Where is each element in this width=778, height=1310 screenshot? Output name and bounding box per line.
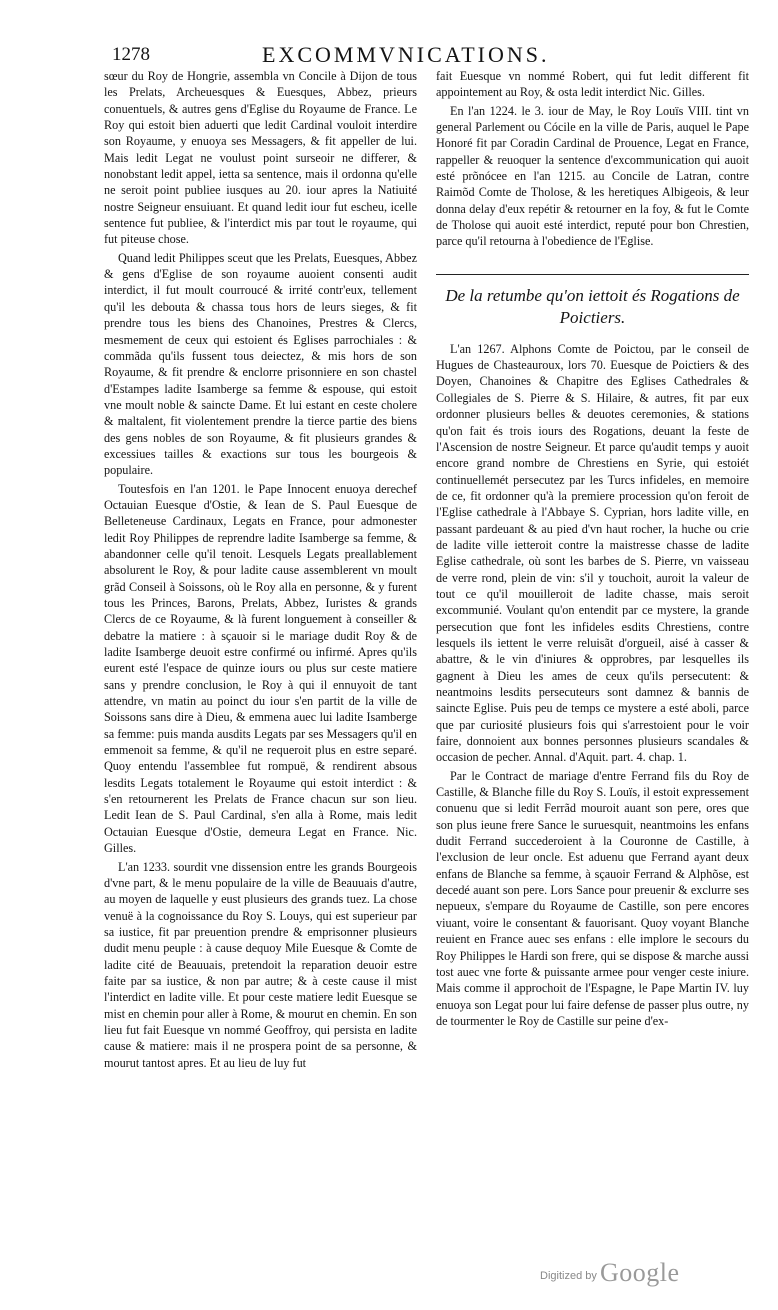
section-heading: De la retumbe qu'on iettoit és Rogations de Poictiers.	[445, 285, 740, 327]
paragraph: Toutesfois en l'an 1201. le Pape Innocent enuoya derechef Octauian Euesque d'Ostie, & Iean de S. Paul Euesque de Belleteneuse Cardinaux, Legats en France, pour admonester ledit Roy Philippes de reprendre ladite Isamberge sa femme, & abandonner celle qu'il tenoit. Lesquels Legats preallablement absolurent le Roy, & pour ladite cause assemblerent vn moult grãd Conseil à Soissons, où le Roy alla en personne, & y furent tous les Princes, Barons, Prelats, Abbez, Iuristes & grands Clercs de ce Royaume, & là furent longuement à conseiller & debatre la matiere : à sçauoir si le mariage dudit Roy & de ladite Isamberge deuoit estre confirmé ou infirmé. Apres qu'ils eurent esté l'espace de quinze iours ou plus sur ceste matiere sans y prendre conclusion, le Roy à qui il ennuyoit de tant attendre, vn matin au poinct du iour s'en partit de la ville de Soissons sans dire à Dieu, & emmena auec lui ladite Isamberge sa femme: puis manda ausdits Legats par ses Messagers qu'il en emmenoit sa femme, & qu'il ne requeroit plus en estre separé. Quoy entendu l'assemblee fut rompuë, & rendirent absous lesdits Legats totalement le Royaume qui estoit interdict : & s'en retournerent les Prelats de France chacun sur son lieu. Ledit Iean de S. Paul Cardinal, s'en alla à Rome, mais ledit Octauian Euesque d'Ostie, demeura Legat en France. Nic. Gilles.	[104, 481, 417, 856]
paragraph: L'an 1233. sourdit vne dissension entre les grands Bourgeois d'vne part, & le menu populaire de la ville de Beauuais d'autre, au moyen de laquelle y eust plusieurs des grands tuez. La chose venuë à la cognoissance du Roy S. Louys, qui est superieur par sa iustice, fit par preuention prendre & emprisonner plusieurs dudit menu peuple : à cause dequoy Mile Euesque & Comte de ladite cité de Beauuais, pretendoit la reparation deuoir estre faite par sa iustice, & non par autre; & à ceste cause il mist l'interdict en ladite ville. Et pour ceste matiere ledit Euesque se mist en chemin pour aller à Rome, & mourut en chemin. En son lieu fut fait Euesque vn nommé Geoffroy, qui persista en ladite cause & matiere: mais il ne prospera point de sa personne, & mourut tantost apres. Et au lieu de luy fut	[104, 859, 417, 1070]
paragraph: L'an 1267. Alphons Comte de Poictou, par le conseil de Hugues de Chasteauroux, lors 70. Euesque de Poictiers & des Doyen, Chanoines & Chapitre des Eglises Cathedrales & Collegiales de S. Pierre & S. Hilaire, & autres, fit par eux ordonner plusieurs belles & deuotes ceremonies, & stations qu'on fait és trois iours des Rogations, deuant la feste de l'Ascension de nostre Seigneur. Et parce qu'audit temps y auoit encore grand nombre de Chrestiens en Syrie, qui estoiét continuellemét persecutez par les Turcs infideles, en memoire de ce, fit ordonner qu'à la premiere procession qu'on feroit de l'Eglise cathedrale à l'Abbaye S. Cyprian, hors ladite ville, en passant pardeuant & au pied d'vn haut rocher, la huche ou crie de ladite ville ietteroit contre la maistresse chasse de ladite Eglise cathedrale, où sont les barbes de S. Pierre, vn vaisseau de verre rond, plein de vin: s'il y touchoit, auroit la valeur de tout ce qu'il mouilleroit de ladite chasse, mais seroit excommunié. Voulant qu'on entendit par ce mystere, la grande persecution que font les infideles esdits Chrestiens, contre lesquels ils iettent le verre reluisãt d'orgueil, aisé à casser & abattre, & le vin d'iniures & opprobres, par lesquelles ils gagnent à Dieu les ames de ceux qu'ils persecutent: & neantmoins lesdits persecuteurs sont damnez & bannis de saincte Eglise. Puis peu de temps ce mystere a esté aboli, parce que par curiosité plusieurs fois qui s'arrestoient pour le voir faire, donnoient aux bonnes personnes plusieurs scandales & occasion de pecher. Annal. d'Aquit. part. 4. chap. 1.	[436, 341, 749, 765]
section-divider	[436, 274, 749, 275]
paragraph: En l'an 1224. le 3. iour de May, le Roy Louïs VIII. tint vn general Parlement ou Cócile en la ville de Paris, auquel le Pape Honoré fit par Coradin Cardinal de Prouence, Legat en France, rappeller & reuoquer la sentence d'excommunication qui auoit esté prõnócee en l'an 1215. au Concile de Latran, contre Raimõd Comte de Tholose, & les heretiques Albigeois, & leur donna delay d'eux repétir & retourner en la foy, & fut le Comte de Tholose qui auoit esté interdict, reputé pour bon Chrestien, parce qu'il retourna à l'obedience de l'Eglise.	[436, 103, 749, 249]
running-head: EXCOMMVNICATIONS.	[262, 42, 550, 67]
google-logo: Google	[600, 1258, 680, 1287]
spacer	[436, 250, 749, 266]
paragraph: sœur du Roy de Hongrie, assembla vn Concile à Dijon de tous les Prelats, Archeuesques & Euesques, Abbez, prieurs conuentuels, & autres gens d'Eglise du Royaume de France. Le Roy qui estoit bien aduerti que ledit Cardinal vouloit interdire son Royaume, y enuoya ses Messagers, & fit appeller de lui. Mais ledit Legat ne voulust point surseoir ne differer, & nonobstant ledit appel, ietta sa sentence, mais il ordonna qu'elle ne seroit point publiee iusques au 20. iour apres la Natiuité nostre Seigneur ensuiuant. Et quand ledit iour fut escheu, icelle sentence fut publiee, & l'interdict mis par tout le royaume, qui fut piteuse chose.	[104, 69, 417, 247]
right-column	[436, 68, 749, 1029]
google-watermark	[540, 1258, 720, 1292]
page-number: 1278	[112, 44, 150, 65]
page-header	[112, 40, 672, 70]
paragraph: Par le Contract de mariage d'entre Ferrand fils du Roy de Castille, & Blanche fille du Roy S. Louïs, il estoit expressement conuenu que si ledit Ferrãd mouroit auant son pere, ores que son plus ieune frere Sance le suruesquit, neantmoins les enfans dudit Ferrand succederoient à la Couronne de Castille, à l'exclusion de leur oncle. Est aduenu que Ferrand ayant deux enfans de Blanche sa femme, à sçauoir Ferrand & Alphõse, est decedé auant son pere. Lors Sance pour preuenir & exclurre ses nepueux, s'empare du Royaume de Castille, son pere encores viuant, voire le consentant & fauorisant. Quoy voyant Blanche reuient en France auec ses enfans : elle implore le secours du Roy Philippes le Hardi son frere, qui se dispose & marche aussi tost auec vne forte & puissante armee pour venger ceste iniure. Mais comme il approchoit de l'Espagne, le Pape Martin IV. luy enuoya son Legat pour lui faire defense de passer plus outre, ny de tourmenter le Roy de Castille sur peine d'ex-	[436, 768, 749, 1028]
paragraph: fait Euesque vn nommé Robert, qui fut ledit different fit appointement au Roy, & osta ledit interdict Nic. Gilles.	[436, 69, 749, 100]
left-column	[104, 68, 417, 1071]
paragraph: Quand ledit Philippes sceut que les Prelats, Euesques, Abbez & gens d'Eglise de son royaume auoient consenti audit interdict, il fut moult courroucé & irrité contr'eux, tellement qu'il les debouta & chassa tous hors de leurs sieges, & fit prendre tous les biens des Chanoines, Prestres & Clercs, mesmement de ceux qui estoient és Eglises parrochiales : & commãda qu'ils fussent tous deiectez, & mis hors de son Royaume, & fit prendre & enclorre prisonniere en son chastel d'Estampes ladite Isamberge sa femme & espouse, qui estoit vne moult noble & saincte Dame. Et lui estant en ceste cholere & maltalent, fit violentement prendre la tierce partie des biens des gens nobles de son Royaume, & fit plusieurs grandes & excessiues tailles & exactions sur tous les bourgeois & populaire.	[104, 250, 417, 478]
watermark-prefix: Digitized by	[540, 1270, 597, 1282]
